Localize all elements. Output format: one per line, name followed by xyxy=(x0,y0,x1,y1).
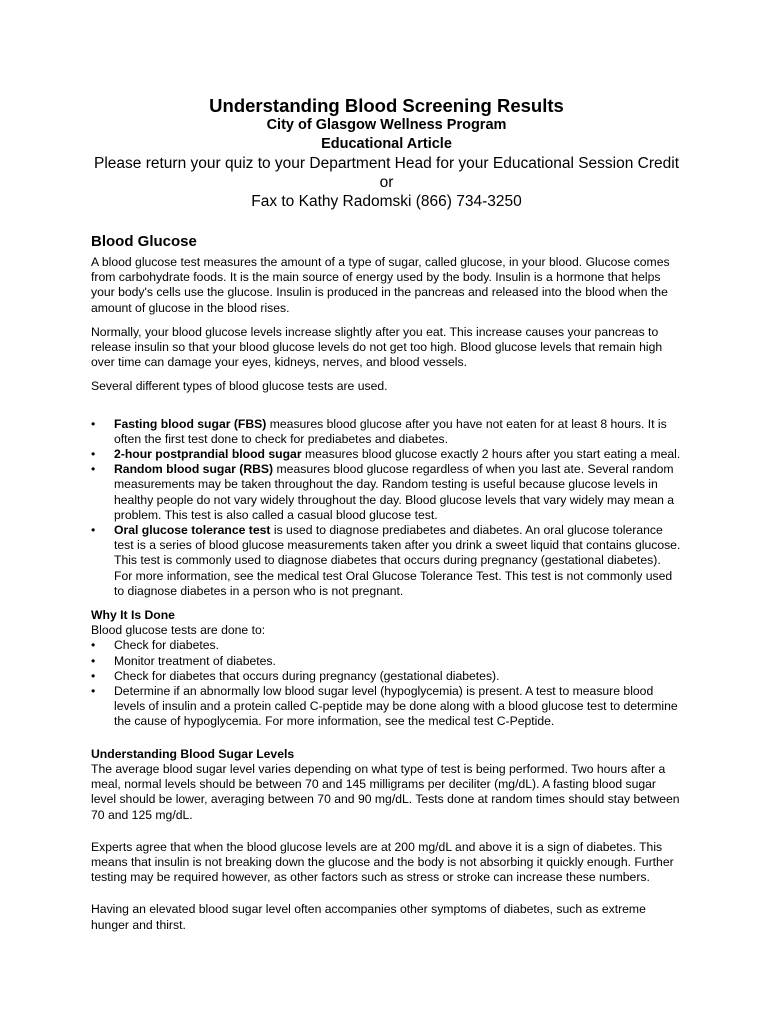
return-instructions-line-1: Please return your quiz to your Department Head for your Educational Session Credit or xyxy=(94,155,679,191)
paragraph: The average blood sugar level varies depending on what type of test is being performed. Two hours after a meal, normal levels should be between 70 and 145 milligrams per deciliter (mg/dL). A fasting blood sugar level should be lower, averaging between 70 and 90 mg/dL. Tests done at random times should stay between 70 and 125 mg/dL. xyxy=(91,761,680,822)
list-item xyxy=(91,523,682,599)
test-description: measures blood glucose regardless of when you last ate. Several random measurements may be taken throughout the day. Random testing is useful because glucose levels in healthy people do not vary widely throughout the day. Blood glucose levels that vary widely may mean a problem. This test is also called a casual blood glucose test. xyxy=(114,462,675,522)
test-description: measures blood glucose exactly 2 hours after you start eating a meal. xyxy=(301,447,681,462)
list-item xyxy=(91,447,682,462)
test-description: is used to diagnose prediabetes and diabetes. An oral glucose tolerance test is a series of blood glucose measurements taken after you drink a sweet liquid that contains glucose. This test is commonly used to diagnose diabetes that occurs during pregnancy (gestational diabetes). For more information, see the medical test Oral Glucose Tolerance Test. This test is not commonly used to diagnose diabetes in a person who is not pregnant. xyxy=(114,523,681,598)
test-term: 2-hour postprandial blood sugar xyxy=(114,447,302,462)
list-item-text: Monitor treatment of diabetes. xyxy=(114,653,276,668)
list-item-text: Check for diabetes. xyxy=(114,638,220,653)
bullet-icon: • xyxy=(91,523,96,538)
glucose-test-list xyxy=(91,417,682,599)
section-heading-blood-sugar-levels: Understanding Blood Sugar Levels xyxy=(91,746,295,761)
list-item xyxy=(91,462,682,523)
list-item xyxy=(91,684,682,730)
paragraph: Normally, your blood glucose levels increase slightly after you eat. This increase causes your pancreas to release insulin so that your blood glucose levels do not get too high. Blood glucose levels that remain high over time can damage your eyes, kidneys, nerves, and blood vessels. xyxy=(91,324,663,370)
article-type: Educational Article xyxy=(321,136,452,152)
test-term: Oral glucose tolerance test xyxy=(114,523,271,538)
bullet-icon: • xyxy=(91,462,96,477)
section-heading-why-it-is-done: Why It Is Done xyxy=(91,608,175,623)
test-term: Fasting blood sugar (FBS) xyxy=(114,416,267,431)
section-heading-blood-glucose: Blood Glucose xyxy=(91,233,197,250)
bullet-icon: • xyxy=(91,684,96,699)
list-item xyxy=(91,669,682,684)
paragraph: Blood glucose tests are done to: xyxy=(91,623,266,638)
list-item xyxy=(91,417,682,447)
test-term: Random blood sugar (RBS) xyxy=(114,462,274,477)
paragraph: Experts agree that when the blood glucose levels are at 200 mg/dL and above it is a sign of diabetes. This means that insulin is not breaking down the glucose and the body is not absorbing it quickly enough. Further testing may be required however, as other factors such as stress or stroke can increase these numbers. xyxy=(91,839,674,885)
list-item xyxy=(91,638,682,653)
bullet-icon: • xyxy=(91,416,96,431)
bullet-icon: • xyxy=(91,653,96,668)
paragraph: A blood glucose test measures the amount of a type of sugar, called glucose, in your blood. Glucose comes from carbohydrate foods. It is the main source of energy used by the body. Insulin is a hormone that helps your body's cells use the glucose. Insulin is produced in the pancreas and released into the blood when the amount of glucose in the blood rises. xyxy=(91,255,670,315)
paragraph: Several different types of blood glucose tests are used. xyxy=(91,379,388,394)
list-item-text: Determine if an abnormally low blood sugar level (hypoglycemia) is present. A test to measure blood levels of insulin and a protein called C-peptide may be done along with a blood glucose test to determine the cause of hypoglycemia. For more information, see the medical test C-Peptide. xyxy=(114,684,678,729)
test-description: measures blood glucose after you have not eaten for at least 8 hours. It is often the first test done to check for prediabetes and diabetes. xyxy=(114,416,667,446)
return-instructions-line-2: Fax to Kathy Radomski (866) 734-3250 xyxy=(251,193,522,210)
paragraph: Having an elevated blood sugar level often accompanies other symptoms of diabetes, such as extreme hunger and thirst. xyxy=(91,902,646,932)
bullet-icon: • xyxy=(91,447,96,462)
list-item xyxy=(91,654,682,669)
bullet-icon: • xyxy=(91,638,96,653)
spacer xyxy=(91,404,682,417)
bullet-icon: • xyxy=(91,668,96,683)
program-name: City of Glasgow Wellness Program xyxy=(266,117,507,133)
document-header xyxy=(91,96,682,211)
document-title: Understanding Blood Screening Results xyxy=(209,95,564,116)
list-item-text: Check for diabetes that occurs during pregnancy (gestational diabetes). xyxy=(114,668,500,683)
reasons-list xyxy=(91,638,682,729)
